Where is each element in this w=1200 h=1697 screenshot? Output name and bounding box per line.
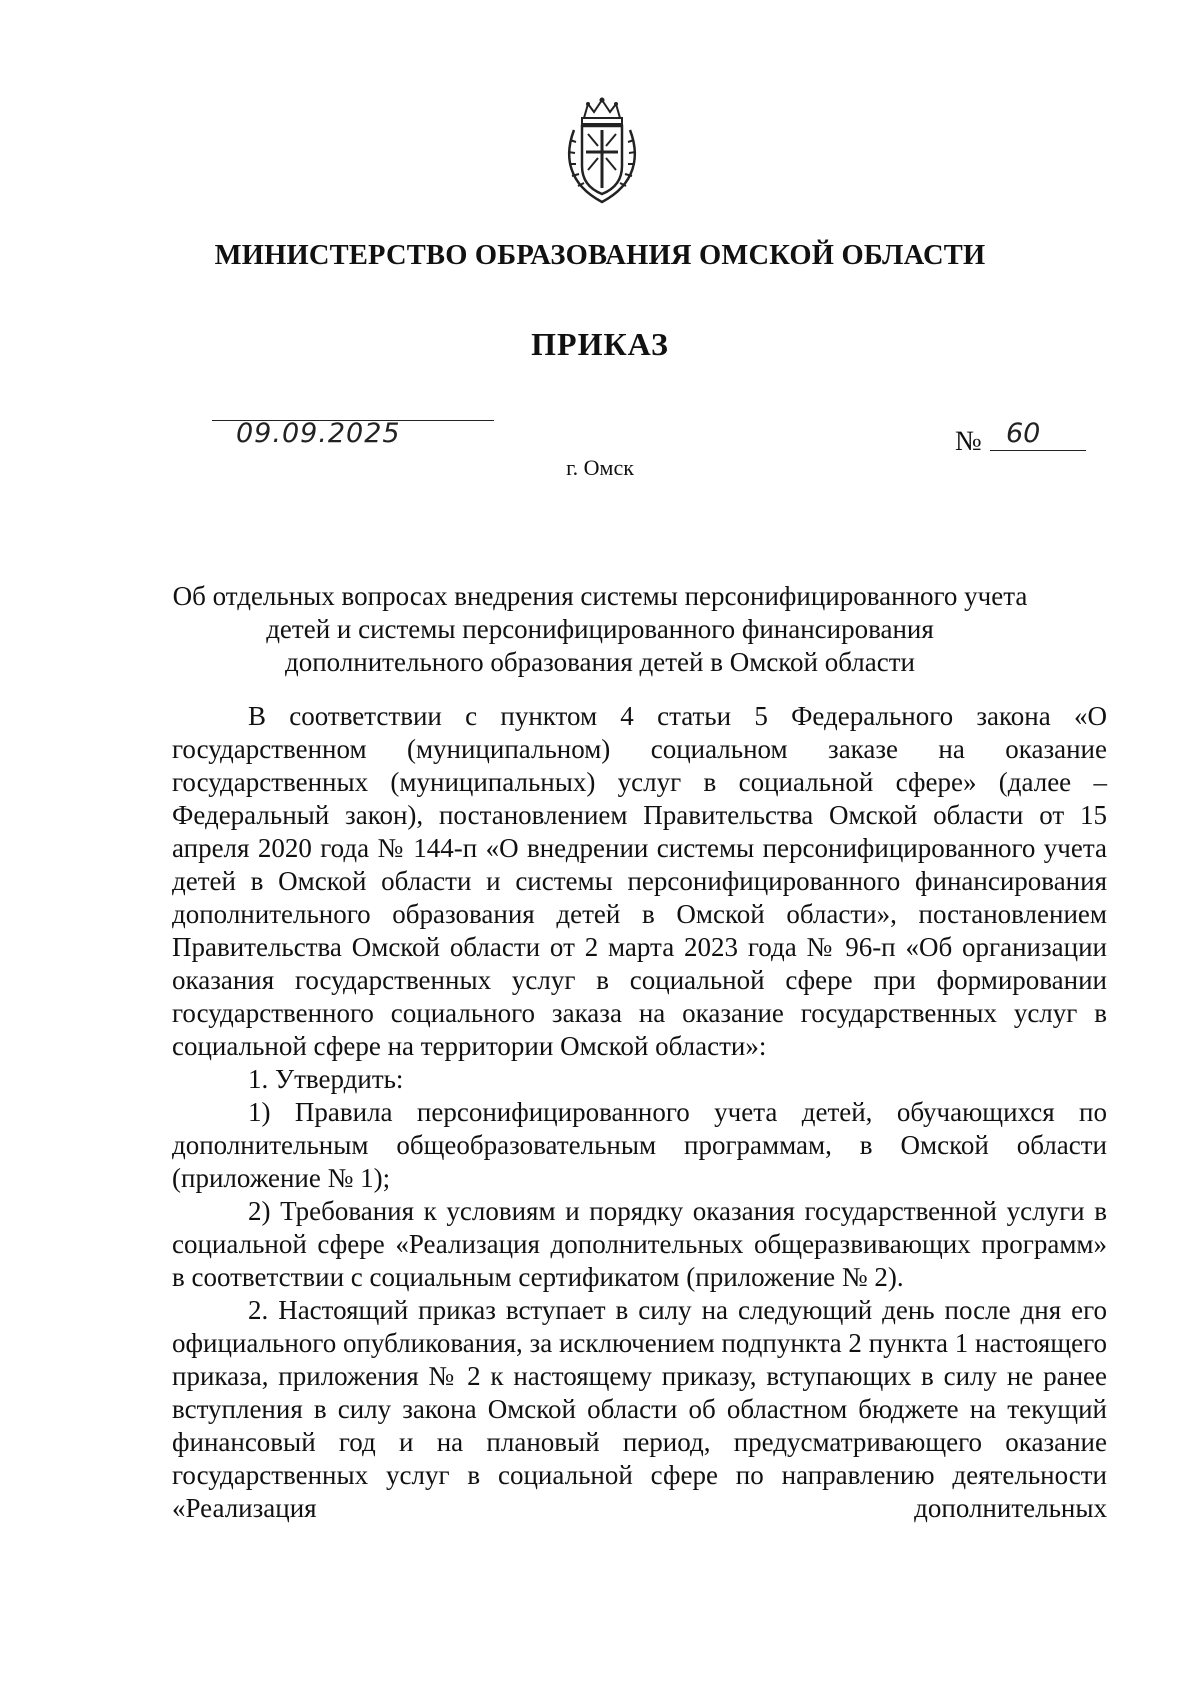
document-number: 60 (1006, 418, 1041, 449)
coat-of-arms-icon (562, 96, 642, 206)
document-body (172, 700, 1107, 1525)
preamble-paragraph: В соответствии с пунктом 4 статьи 5 Федерального закона «О государственном (муниципальном) социальном заказе на оказание государственных (муниципальных) услуг в социальной сфере» (далее – Федеральный закон), постановлением Правительства Омской области от 15 апреля 2020 года № 144-п «О внедрении системы персонифицированного учета детей в Омской области и системы персонифицированного финансирования дополнительного образования детей в Омской области», постановлением Правительства Омской области от 2 марта 2023 года № 96-п «Об организации оказания государственных услуг в социальной сфере при формировании государственного социального заказа на оказание государственных услуг в социальной сфере на территории Омской области»: (172, 701, 1107, 1061)
subject-line: детей и системы персонифицированного финансирования (266, 614, 934, 644)
subject-line: Об отдельных вопросах внедрения системы персонифицированного учета (172, 581, 1028, 611)
number-underline (990, 450, 1086, 451)
item-1-1: 1) Правила персонифицированного учета детей, обучающихся по дополнительным общеобразовательным программам, в Омской области (приложение № 1); (172, 1097, 1107, 1193)
document-date: 09.09.2025 (236, 418, 401, 449)
item-2: 2. Настоящий приказ вступает в силу на следующий день после дня его официального опубликования, за исключением подпункта 2 пункта 1 настоящего приказа, приложения № 2 к настоящему приказу, вступающих в силу не ранее вступления в силу закона Омской области об областном бюджете на текущий финансовый год и на плановый период, предусматривающего оказание государственных услуг в социальной сфере по направлению деятельности «Реализация дополнительных (172, 1295, 1107, 1523)
item-1: 1. Утвердить: (248, 1064, 404, 1094)
item-1-2: 2) Требования к условиям и порядку оказания государственной услуги в социальной сфере «Реализация дополнительных общеразвивающих программ» в соответствии с социальным сертификатом (приложение № 2). (172, 1196, 1107, 1292)
subject-line: дополнительного образования детей в Омской области (284, 647, 916, 677)
document-type: ПРИКАЗ (531, 326, 669, 362)
ministry-title: МИНИСТЕРСТВО ОБРАЗОВАНИЯ ОМСКОЙ ОБЛАСТИ (214, 240, 986, 271)
document-subject (120, 580, 1080, 679)
city-label: г. Омск (566, 455, 634, 480)
number-label: № (955, 426, 982, 457)
